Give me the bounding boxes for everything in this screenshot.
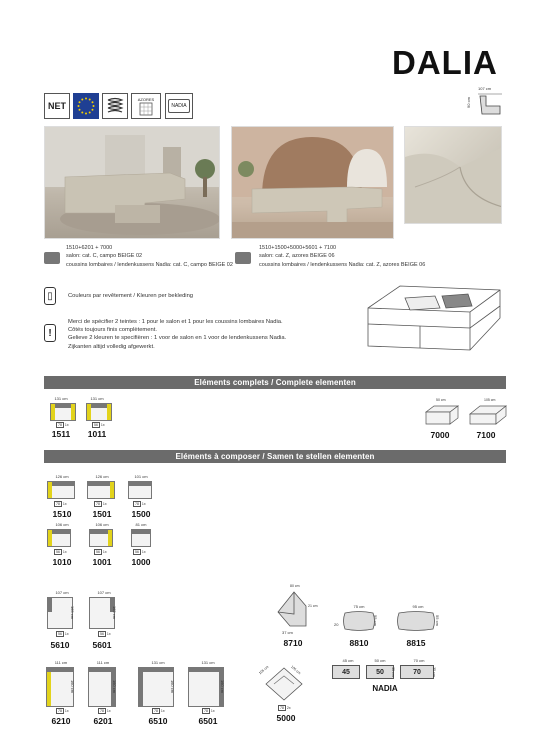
dim-label: 107 cm [55,590,69,595]
caption-1-line3: coussins lombaires / lendenkussens Nadia: cat. C, campo BEIGE 02 [66,261,233,268]
dim-label: 107 cm [97,590,111,595]
element-8710 [268,584,324,650]
dim-label: 106 cm [55,522,69,527]
dim-label: 131 cm [54,396,68,401]
qty-value: 1x [64,709,69,713]
dim-label: 131 cm [90,396,104,401]
qty-label [278,706,291,710]
spring-icon [102,93,128,119]
dim-label: 95 cm [412,604,424,609]
element-5000 [258,660,314,726]
seat-badge: 78 [56,502,60,506]
dim-label: 75 cm [353,604,365,609]
element-code: 8815 [406,638,426,648]
seat-badge: 56 [58,632,62,636]
warning-line-3: Gelieve 2 kleuren te specifiëren : 1 voor de salon en 1 voor de lendenkussens Nadia. [68,335,287,342]
nadia-dim-50: 50 cm [374,658,386,663]
module-drawing [138,667,174,707]
element-5610 [44,590,84,652]
element-1011 [80,396,114,442]
element-code: 1500 [131,509,151,519]
seat-badge: 78 [96,502,100,506]
module-drawing [87,481,115,499]
qty-value: 1x [210,709,215,713]
element-1500 [124,474,158,522]
nadia-dim-45: 45 cm [342,658,354,663]
element-code: 5610 [50,640,70,650]
corner-dim-1: 80 cm [290,584,300,588]
height-label: 55 cm [372,615,378,626]
nadia-pillow-50: 50 [366,665,394,679]
element-1510 [44,474,80,522]
pouf-code: 7100 [476,430,496,440]
nadia-label: NADIA [372,684,398,693]
qty-label [98,632,111,636]
height-label: 160 cm [70,679,76,694]
warning-icon: ! [44,324,56,342]
colors-note: Couleurs par revêtement / Kleuren per bekleding [68,293,194,299]
corner-dim-3: 37 cm [282,630,293,635]
caption-1-line2: salon: cat. C, campo BEIGE 02 [66,253,143,260]
nadia-group [330,658,490,698]
seat-badge: 78 [100,709,104,713]
pouf-dim: 50 cm [436,398,446,402]
height-label: 165 cm [70,605,76,620]
camera-icon [44,252,60,264]
dim-label: 131 cm [201,660,215,665]
living-room-photo-1 [44,126,220,239]
element-code: 1511 [51,429,71,439]
pouf-7100 [466,398,510,442]
azores-fabric-badge [131,93,161,119]
page-title: DALIA [392,44,498,81]
qty-value: 1x [64,632,69,636]
seat-badge: 56 [56,550,60,554]
qty-value: 1x [141,502,146,506]
nadia-pillow-70: 70 [400,665,434,679]
element-code: 5000 [276,713,296,723]
section-complete-bar: Eléments complets / Complete elementen [44,376,506,389]
element-8815 [392,604,452,652]
element-code: 1001 [92,557,112,567]
element-1000 [124,522,158,570]
pouf-dim: 105 cm [484,398,496,402]
side-profile-drawing [466,86,506,126]
caption-1-line1: 1510+6201 + 7000 [66,245,113,251]
dim-label: 81 cm [135,522,147,527]
camera-icon [235,252,251,264]
caption-2-line2: salon: cat. Z, azores BEIGE 06 [259,253,335,260]
qty-label [94,502,107,506]
azores-label: AZORES [137,96,155,102]
element-8810 [336,604,382,652]
seat-badge: 78 [154,709,158,713]
element-code: 1510 [52,509,72,519]
seat-badge: 56 [100,632,104,636]
qty-value: 1x [160,709,165,713]
sofa-line-drawing [360,278,506,358]
dim-label: 126 cm [55,474,69,479]
net-badge [44,93,70,119]
element-5601 [86,590,126,652]
dim-label: 126 cm [95,474,109,479]
fabric-swatch-icon [138,102,154,116]
qty-value: 2x [286,706,291,710]
corner-5000-dim-2: 105 cm [290,664,302,676]
caption-2-line3: coussins lombaires / lendenkussens Nadia: cat. Z, azores BEIGE 06 [259,261,426,268]
qty-label [56,423,69,427]
dim-label: 106 cm [95,522,109,527]
side-width-label: 107 cm [478,86,492,91]
corner-5000-dim-1: 105 cm [258,664,270,676]
height-label: 165 cm [112,605,118,620]
warning-line-2: Côtés toujours finis complètement. [68,327,157,334]
module-drawing [50,403,76,421]
module-drawing [89,529,113,547]
qty-label [56,709,69,713]
qty-label [133,550,146,554]
nadia-height-50: 35 cm [390,667,395,677]
height-label: 160 cm [220,679,226,694]
fabric-detail-photo [404,126,502,224]
depth-label: 20 [334,622,339,627]
caption-2-text [259,244,425,269]
qty-label [98,709,111,713]
element-code: 6501 [198,716,218,726]
element-1511 [44,396,78,442]
element-1501 [84,474,120,522]
seat-badge: 78 [58,709,62,713]
fabric-roll-icon: ▯ [44,287,56,305]
module-drawing [188,667,224,707]
side-height-label: 90 cm [465,97,471,108]
module-drawing [128,481,152,499]
element-code: 6210 [51,716,71,726]
qty-value: 1x [102,502,107,506]
module-drawing [47,481,75,499]
nadia-cushion-badge [165,93,193,119]
seat-badge: 56 [135,550,139,554]
qty-value: 1x [106,632,111,636]
warning-line-4: Zijkanten altijd volledig afgewerkt. [68,343,155,350]
element-code: 1010 [52,557,72,567]
qty-label [54,550,67,554]
element-1001 [84,522,120,570]
element-6501 [186,660,236,726]
module-drawing [86,403,112,421]
qty-value: 1x [62,550,67,554]
net-label: NET [48,101,66,111]
pouf-7000 [418,398,462,442]
nadia-badge-label: NADIA [168,99,189,113]
element-1010 [44,522,80,570]
seat-badge: 78 [204,709,208,713]
qty-value: 1x [64,423,69,427]
warning-line-1: Merci de spécifier 2 teintes : 1 pour le salon et 1 pour les coussins lombaires Nadia. [68,319,283,325]
dim-label: 111 cm [54,660,68,665]
eu-flag-icon [73,93,99,119]
seat-badge: 78 [58,423,62,427]
pouf-code: 7000 [430,430,450,440]
element-code: 1000 [131,557,151,567]
height-label: 55 cm [434,615,440,626]
qty-label [202,709,215,713]
element-6210 [44,660,84,726]
warning-note [68,318,318,351]
element-code: 1011 [87,429,107,439]
qty-value: 1x [102,550,107,554]
element-code: 1501 [92,509,112,519]
module-drawing [131,529,151,547]
qty-value: 1x [100,423,105,427]
seat-badge: 78 [280,706,284,710]
corner-dim-2: 21 cm [308,604,318,608]
element-code: 8710 [283,638,303,648]
qty-label [56,632,69,636]
section-compose-bar: Eléments à composer / Samen te stellen elementen [44,450,506,463]
element-6201 [86,660,126,726]
nadia-dim-70: 70 cm [413,658,425,663]
qty-label [133,502,146,506]
qty-label [92,423,105,427]
qty-value: 1x [141,550,146,554]
qty-label [94,550,107,554]
seat-badge: 56 [96,550,100,554]
qty-value: 1x [106,709,111,713]
caption-1-text [66,244,233,269]
dim-label: 111 cm [96,660,110,665]
living-room-photo-2 [231,126,394,239]
height-label: 160 cm [170,679,176,694]
seat-badge: 78 [135,502,139,506]
element-code: 6201 [93,716,113,726]
qty-label [152,709,165,713]
height-label: 160 cm [112,679,118,694]
element-code: 5601 [92,640,112,650]
qty-label [54,502,67,506]
caption-2-line1: 1510+1500+5000+5601 + 7100 [259,245,337,251]
dim-label: 131 cm [151,660,165,665]
element-code: 8810 [349,638,369,648]
element-code: 6510 [148,716,168,726]
nadia-height-70: 35 cm [431,667,436,677]
dim-label: 101 cm [134,474,148,479]
element-6510 [136,660,186,726]
qty-value: 1x [62,502,67,506]
nadia-pillow-45: 45 [332,665,360,679]
module-drawing [47,529,71,547]
seat-badge: 56 [94,423,98,427]
